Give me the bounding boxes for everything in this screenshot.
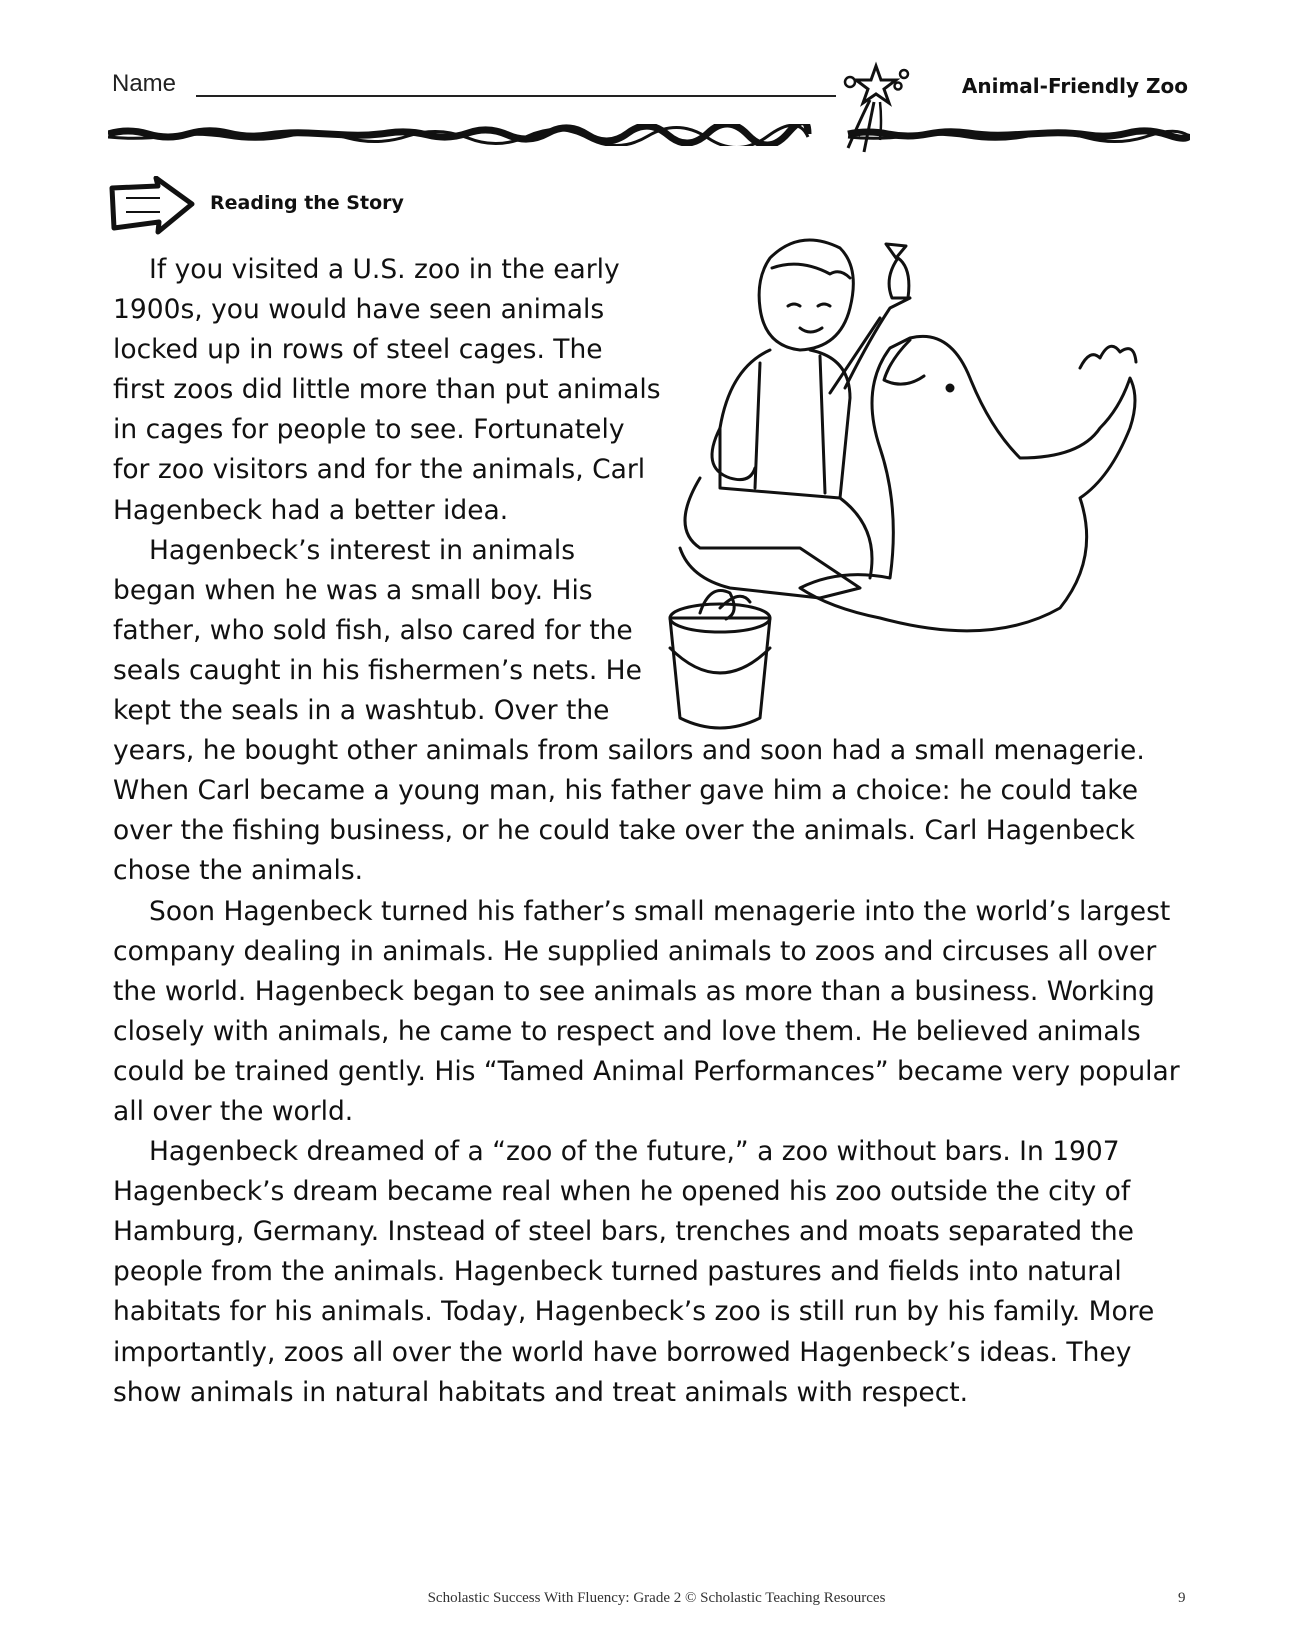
page-header: [112, 62, 1188, 102]
section-heading: [108, 176, 508, 236]
arrow-icon: [108, 176, 196, 236]
decorative-rule: [108, 124, 1190, 146]
story-paragraph: Hagenbeck’s interest in animals began when he was a small boy. His father, who sold fish, also cared for the seals caught in his fishermen’s nets. He kept the seals in a washtub. Over the years, he bought other animals from sailors and soon had a small menagerie. When Carl became a young man, his father gave him a choice: he could take over the fishing business, or he could take over the animals. Carl Hagenbeck chose the animals.: [113, 534, 1145, 887]
story-paragraph: Soon Hagenbeck turned his father’s small menagerie into the world’s largest company dealing in animals. He supplied animals to zoos and circuses all over the world. Hagenbeck began to see animals as more than a business. Working closely with animals, he came to respect and love them. He believed animals could be trained gently. His “Tamed Animal Performances” became very popular all over the world.: [113, 895, 1180, 1127]
story-paragraph: Hagenbeck dreamed of a “zoo of the future,” a zoo without bars. In 1907 Hagenbeck’s dream became real when he opened his zoo outside the city of Hamburg, Germany. Instead of steel bars, trenches and moats separated the people from the animals. Hagenbeck turned pastures and fields into natural habitats for his animals. Today, Hagenbeck’s zoo is still run by his family. More importantly, zoos all over the world have borrowed Hagenbeck’s ideas. They show animals in natural habitats and treat animals with respect.: [113, 1136, 1155, 1408]
footer-credit: Scholastic Success With Fluency: Grade 2 © Scholastic Teaching Resources: [427, 1590, 886, 1606]
name-label: Name: [112, 70, 177, 97]
story-paragraph: If you visited a U.S. zoo in the early 1900s, you would have seen animals locked up in rows of steel cages. The first zoos did little more than put animals in cages for people to see. Fortunately for zoo visitors and for the animals, Carl Hagenbeck had a better idea.: [113, 254, 661, 526]
story-text: [113, 250, 1191, 1413]
page-title: Animal-Friendly Zoo: [961, 74, 1188, 98]
section-label: Reading the Story: [210, 192, 404, 214]
name-field-line[interactable]: [196, 95, 836, 97]
page-number: 9: [1178, 1590, 1186, 1606]
